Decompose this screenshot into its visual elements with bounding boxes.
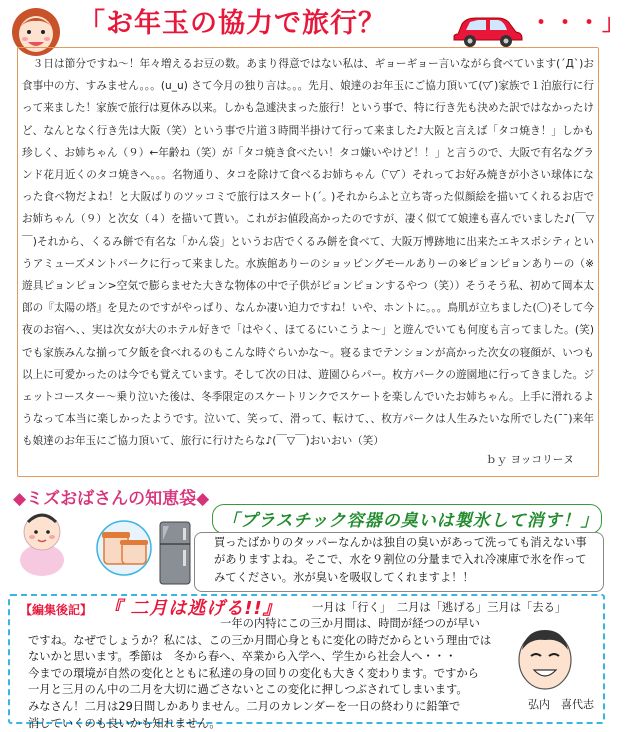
containers-icon <box>92 520 156 576</box>
article-signature: ｂｙ ヨッコリーヌ <box>486 454 574 466</box>
fridge-icon <box>157 520 193 586</box>
editor-title: 『 二月は逃げる!!』 <box>104 598 282 619</box>
editor-first-line: 一月は「行く」 二月は「逃げる」三月は「去る」 <box>312 601 567 614</box>
editor-body <box>28 616 548 732</box>
article-body: ３日は節分ですね～！年々増えるお豆の数。あまり得意ではない私は、ギョーギョー言いながら食べています(´Д`)お食事中の方、すみません。。。(u_u) さて今月の独り言は。。。先月、娘達のお年玉にご協力頂いて(▽ ̄)家族で１泊旅行に行って来ました！家族で旅行は夏休み以来。しかも急遽決まった旅行！という事で、特に行き先も決めた訳ではなかったけど、なんとなく行き先は大阪（笑）という事で片道３時間半掛けて行って来ました♪大阪と言えば「タコ焼き！」しかも珍しく、お姉ちゃん（９）←年齢ね（笑）が「タコ焼き食べたい！タコ嫌いやけど！！」と言うので、大阪で有名なグランド花月近くのタコ焼きへ。。。名物通り、タコを除けて食べるお姉ちゃん（ ̄▽ ̄）それってお好み焼きが小さい球体になった食べ物だよね！と大阪ばりのツッコミで旅行はスタート(´｡ )それからふと立ち寄った似顔絵を描いてくれるお店でお姉ちゃん（９）と次女（４）を描いて貰い。これがお値段高かったのですが、凄く似てて娘達も喜んでいました♪(￣▽￣)それから、くるみ餅で有名な「かん袋」というお店でくるみ餅を食べて、大阪万博跡地に出来たエキスポシティというアミューズメントパークに行って来ました。水族館ありーのショッピングモールありーの※ピョンピョンありーの（※遊具ピョンピョン>空気で膨らませた大きな物体の中で子供がピョンピョンするやつ（笑））そうそう私、初めて岡本太郎の『太陽の塔』を見たのですがやっぱり、なんか凄い迫力ですね！いや、ホントに。。。鳥肌が立ちました(〇)そして今夜のお宿へ、、実は次女が大のホテル好きで「はやく、ほてるにいこうよ～」と遊んでいても何度も言ってました。(笑) でも家族みんな揃って夕飯を食べれるのもこんな時ぐらいかな～。寝るまでテンションが高かった次女の寝顔が、いつも以上に可愛かったのは今でも覚えています。そして次の日は、遊園ひらパー。枚方パークの遊園地に行ってきました。ジェットコースター～乗り泣いた後は、冬季限定のスケートリンクでスケートを楽しんでいたお姉ちゃん。上手に滑れるようなって本当に楽しかったようです。泣いて、笑って、滑って、転けて、、枚方パークは人生みたいな所でした(¯¯)来年も娘達のお年玉にご協力頂いて、旅行に行けたらな♪(￣▽￣)おいおい（笑） <box>22 58 594 448</box>
editor-line: 消していくのも良いかも知れません。 <box>28 716 221 730</box>
tip-body: 買ったばかりのタッパーなんかは独自の臭いがあって洗っても消えない事がありますよね。そこで、水を９割位の分量まで入れ冷凍庫で氷を作ってみてください。氷が臭いを吸収してくれますよ！！ <box>214 536 587 584</box>
man-face-icon <box>514 622 576 692</box>
tip-title: 「プラスチック容器の臭いは製氷して消す！」 <box>222 511 599 531</box>
editor-line: みなさん！二月は29日間しかありません。二月のカレンダーを一日の終わりに鉛筆で <box>28 699 461 713</box>
editor-label: 【編集後記】 <box>20 603 93 617</box>
tips-heading: ◆ミズおばさんの知恵袋◆ <box>13 489 210 509</box>
editor-line: 今までの環境が自然の変化とともに私達の身の回りの変化も大きく変わります。ですから <box>28 666 479 680</box>
baby-icon <box>12 506 72 578</box>
red-car-icon <box>452 8 524 48</box>
title-trailing-dots: ・・・」 <box>530 11 626 36</box>
editor-line: 一月と三月のん中の二月を大切に過ごさないとこの変化に押しつぶされてしまいます。 <box>28 683 468 697</box>
editor-line: 一年の内特にこの三か月間は、時間が経つのが早い <box>28 617 480 630</box>
editor-line: ないかと思います。季節は 冬から春へ、卒業から入学へ、学生から社会人へ・・・ <box>28 650 457 664</box>
editor-signature: 弘内 喜代志 <box>528 698 594 711</box>
page-title: 「お年玉の協力で旅行？ <box>78 8 386 39</box>
editor-line: ですね。なぜでしょうか？私には、この三か月間心身ともに変化の時だからという理由では <box>28 633 492 647</box>
